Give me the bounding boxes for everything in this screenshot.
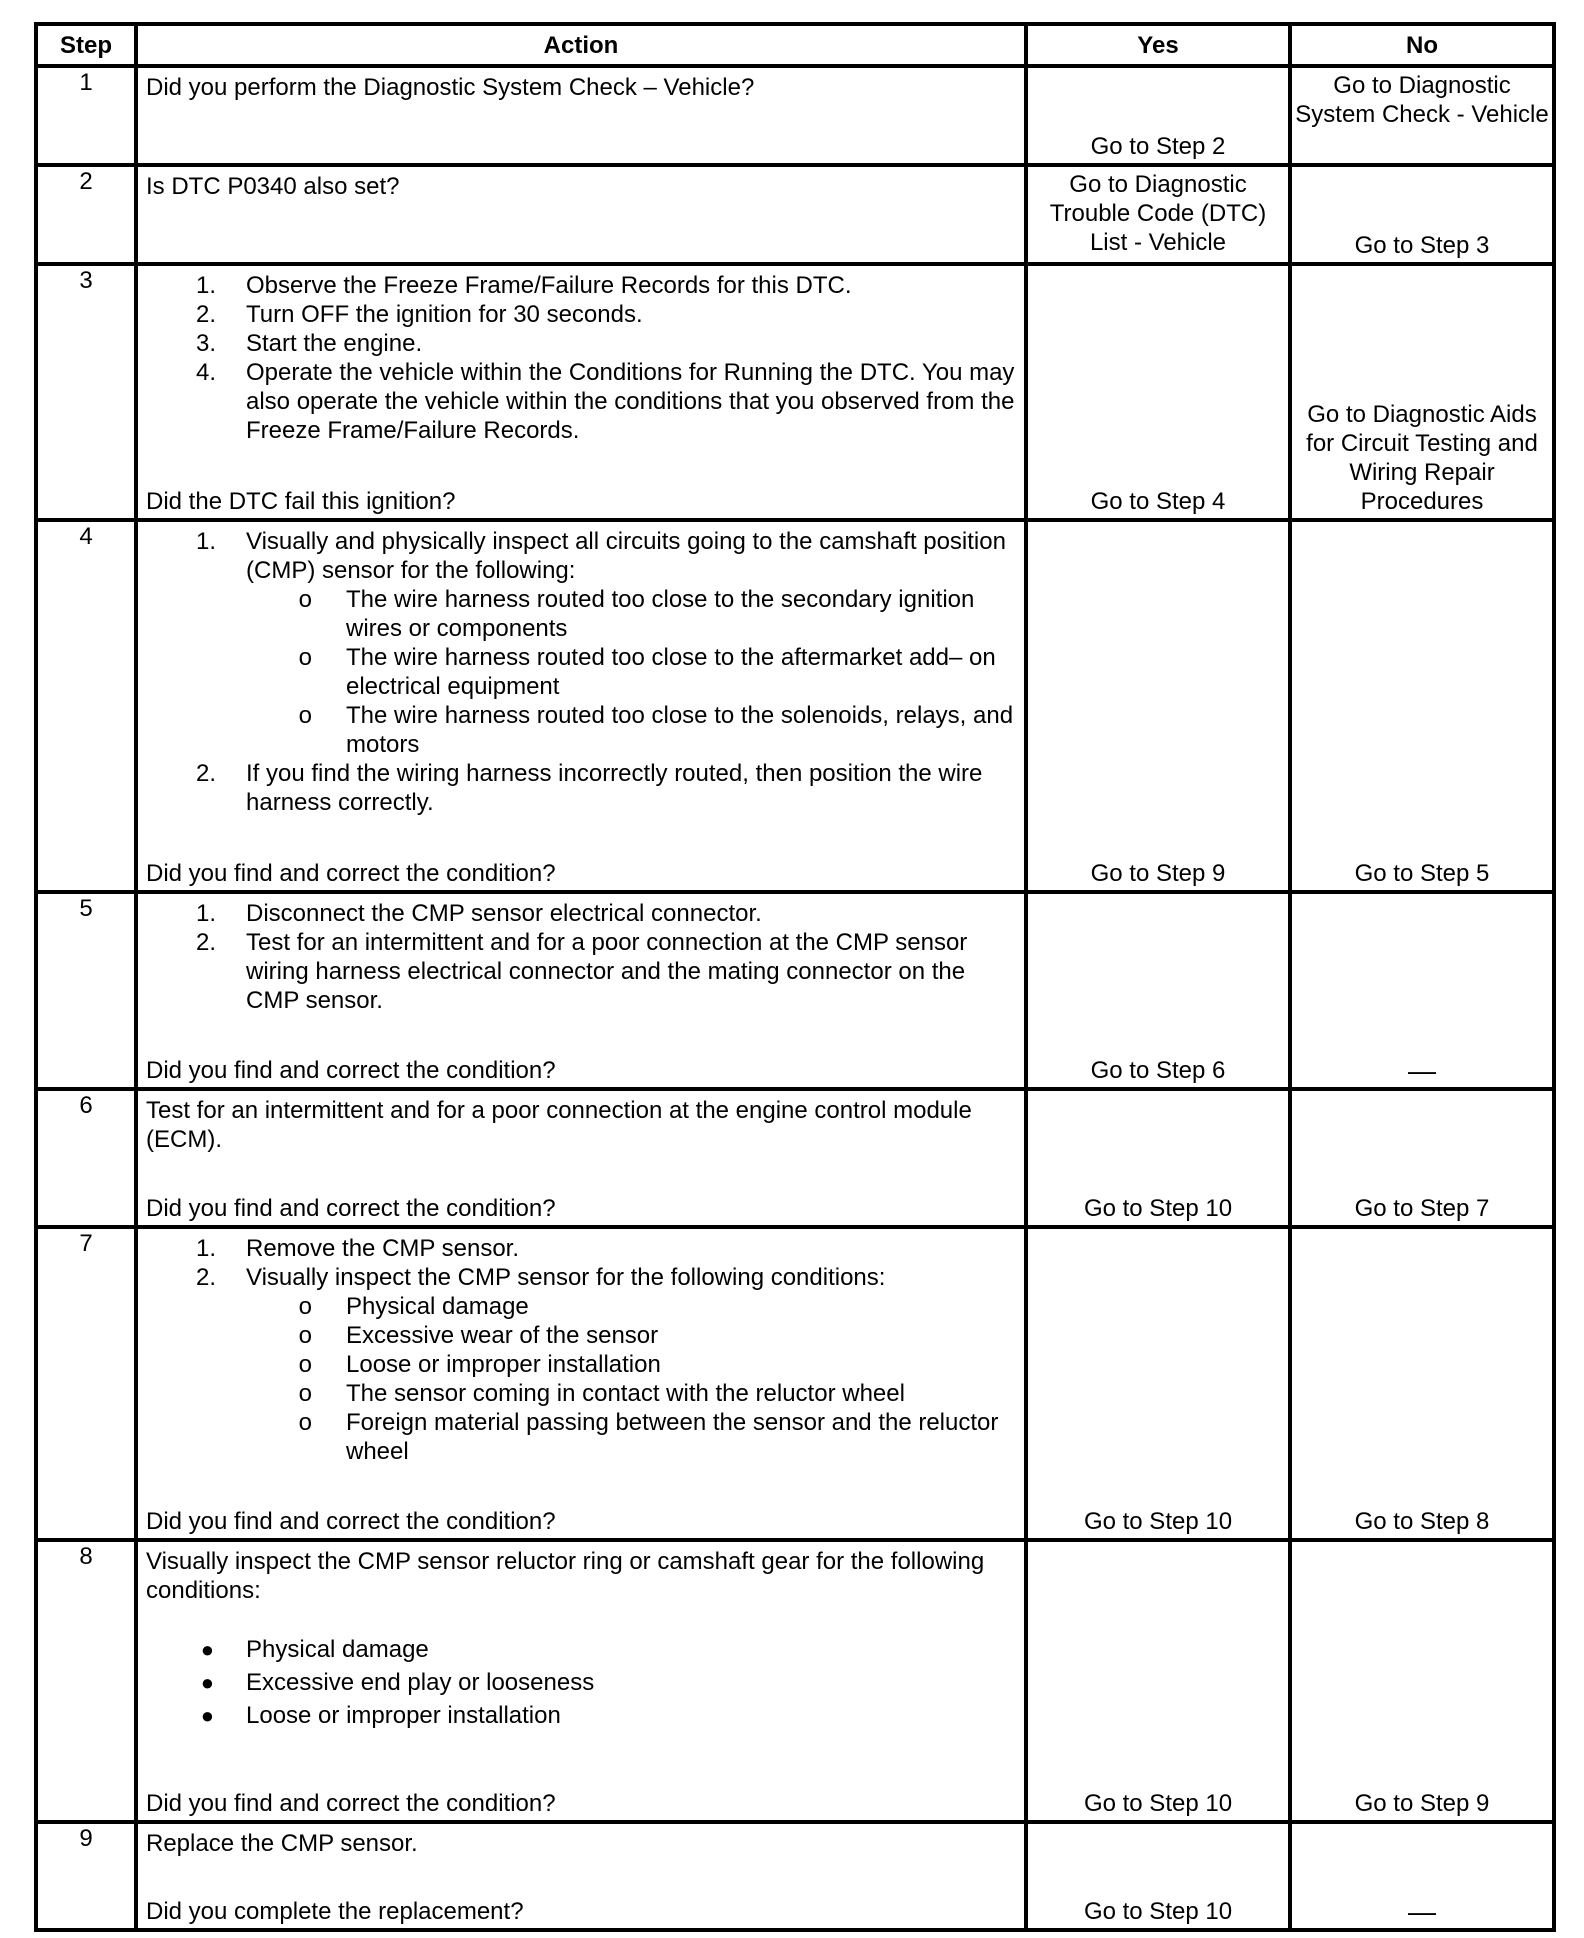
yes-result: Go to Step 4 bbox=[1090, 488, 1226, 515]
action-text: Is DTC P0340 also set? bbox=[146, 173, 400, 200]
action-cell bbox=[136, 892, 1026, 1089]
yes-content bbox=[1028, 167, 1288, 262]
action-content bbox=[138, 522, 1024, 890]
action-cell bbox=[136, 165, 1026, 264]
yes-cell bbox=[1026, 66, 1290, 165]
step-number: 4 bbox=[36, 520, 136, 892]
list-number: 2. bbox=[195, 301, 216, 328]
action-cell bbox=[136, 66, 1026, 165]
yes-content bbox=[1028, 1091, 1288, 1225]
step-number: 1 bbox=[36, 66, 136, 165]
action-text: Visually inspect the CMP sensor reluctor ring or camshaft gear for the following conditions: bbox=[146, 1548, 985, 1604]
sub-bullet-marker: o bbox=[298, 1380, 312, 1407]
no-content bbox=[1292, 167, 1552, 262]
yes-cell bbox=[1026, 1822, 1290, 1930]
action-text: Replace the CMP sensor. bbox=[146, 1830, 418, 1857]
sub-list-item bbox=[146, 701, 1018, 759]
list-item bbox=[146, 527, 1018, 585]
question-text: Did the DTC fail this ignition? bbox=[146, 488, 456, 515]
no-content bbox=[1292, 1229, 1552, 1538]
header-no: No bbox=[1290, 24, 1554, 66]
yes-cell bbox=[1026, 264, 1290, 520]
list-text-content: Start the engine. bbox=[246, 330, 423, 357]
yes-content bbox=[1028, 1229, 1288, 1538]
sub-list-text: The wire harness routed too close to the solenoids, relays, and motors bbox=[346, 702, 1014, 758]
no-result: Go to Diagnostic System Check - Vehicle bbox=[1295, 72, 1549, 128]
no-content bbox=[1292, 266, 1552, 518]
no-content bbox=[1292, 522, 1552, 890]
yes-result: Go to Step 6 bbox=[1090, 1057, 1226, 1084]
bullet-text: Physical damage bbox=[246, 1636, 429, 1663]
yes-result: Go to Step 10 bbox=[1083, 1898, 1233, 1925]
step-number: 3 bbox=[36, 264, 136, 520]
bullet-item bbox=[146, 1633, 1018, 1666]
step-number: 9 bbox=[36, 1822, 136, 1930]
sub-list-item bbox=[146, 1321, 1018, 1350]
step-number: 5 bbox=[36, 892, 136, 1089]
no-content bbox=[1292, 1091, 1552, 1225]
yes-content bbox=[1028, 522, 1288, 890]
sub-bullet-marker: o bbox=[298, 1351, 312, 1378]
sub-list-text: Foreign material passing between the sensor and the reluctor wheel bbox=[346, 1409, 999, 1465]
list-text-content: If you find the wiring harness incorrectly routed, then position the wire harness correctly. bbox=[246, 760, 983, 816]
yes-cell bbox=[1026, 1227, 1290, 1540]
bullet-marker: ● bbox=[200, 1670, 214, 1695]
list-item bbox=[146, 329, 1018, 358]
question-text: Did you find and correct the condition? bbox=[146, 1057, 556, 1084]
action-content bbox=[138, 1542, 1024, 1820]
list-item bbox=[146, 300, 1018, 329]
bullet-text: Loose or improper installation bbox=[246, 1702, 561, 1729]
bullet-marker: ● bbox=[200, 1637, 214, 1662]
yes-result: Go to Step 9 bbox=[1090, 860, 1226, 887]
question-text: Did you find and correct the condition? bbox=[146, 1790, 556, 1817]
list-text bbox=[246, 1234, 1018, 1263]
yes-result: Go to Step 10 bbox=[1083, 1195, 1233, 1222]
bullet-item bbox=[146, 1666, 1018, 1699]
bullet-item bbox=[146, 1699, 1018, 1732]
no-cell bbox=[1290, 1540, 1554, 1822]
yes-content bbox=[1028, 266, 1288, 518]
sub-list-text: The sensor coming in contact with the reluctor wheel bbox=[346, 1380, 905, 1407]
header-action: Action bbox=[136, 24, 1026, 66]
question-text: Did you find and correct the condition? bbox=[146, 1508, 556, 1535]
numbered-list bbox=[138, 1229, 1024, 1466]
sub-bullet-marker: o bbox=[298, 586, 312, 613]
sub-bullet-marker: o bbox=[298, 1293, 312, 1320]
sub-bullet-marker: o bbox=[298, 1322, 312, 1349]
yes-cell bbox=[1026, 1540, 1290, 1822]
table-row bbox=[36, 165, 1554, 264]
action-cell bbox=[136, 1540, 1026, 1822]
action-content bbox=[138, 1091, 1024, 1225]
table-row bbox=[36, 1227, 1554, 1540]
list-text bbox=[246, 899, 1018, 928]
action-content bbox=[138, 167, 1024, 262]
list-text-content: Turn OFF the ignition for 30 seconds. bbox=[246, 301, 643, 328]
action-cell bbox=[136, 520, 1026, 892]
numbered-list bbox=[138, 894, 1024, 1015]
table-row bbox=[36, 520, 1554, 892]
yes-content bbox=[1028, 1824, 1288, 1928]
question-text: Did you find and correct the condition? bbox=[146, 860, 556, 887]
table-row bbox=[36, 1822, 1554, 1930]
no-result: — bbox=[1408, 1055, 1436, 1086]
no-result: Go to Step 3 bbox=[1354, 232, 1490, 259]
list-text-content: Disconnect the CMP sensor electrical connector. bbox=[246, 900, 762, 927]
list-number: 1. bbox=[195, 900, 216, 927]
action-text: Test for an intermittent and for a poor connection at the engine control module (ECM). bbox=[146, 1097, 972, 1153]
yes-result: Go to Diagnostic Trouble Code (DTC) List - Vehicle bbox=[1049, 171, 1267, 256]
list-number: 4. bbox=[195, 359, 216, 386]
no-cell bbox=[1290, 66, 1554, 165]
step-number: 7 bbox=[36, 1227, 136, 1540]
list-text bbox=[246, 300, 1018, 329]
no-content bbox=[1292, 894, 1552, 1087]
sub-list-text: Physical damage bbox=[346, 1293, 529, 1320]
yes-cell bbox=[1026, 1089, 1290, 1227]
list-text bbox=[246, 271, 1018, 300]
list-text bbox=[246, 1263, 1018, 1292]
sub-list-item bbox=[146, 585, 1018, 643]
sub-list-item bbox=[146, 1292, 1018, 1321]
list-item bbox=[146, 899, 1018, 928]
action-text: Did you perform the Diagnostic System Check – Vehicle? bbox=[146, 74, 755, 101]
list-number: 1. bbox=[195, 528, 216, 555]
list-text bbox=[246, 358, 1018, 445]
action-cell bbox=[136, 1822, 1026, 1930]
action-cell bbox=[136, 1089, 1026, 1227]
sub-bullet-marker: o bbox=[298, 1409, 312, 1436]
no-content bbox=[1292, 1824, 1552, 1928]
action-cell bbox=[136, 264, 1026, 520]
yes-cell bbox=[1026, 165, 1290, 264]
sub-list-item bbox=[146, 1350, 1018, 1379]
action-content bbox=[138, 68, 1024, 163]
list-number: 1. bbox=[195, 1235, 216, 1262]
question-text: Did you complete the replacement? bbox=[146, 1898, 524, 1925]
numbered-list bbox=[138, 266, 1024, 445]
table-row bbox=[36, 264, 1554, 520]
bullet-text: Excessive end play or looseness bbox=[246, 1669, 595, 1696]
action-content bbox=[138, 1229, 1024, 1538]
no-result: — bbox=[1408, 1896, 1436, 1927]
no-result: Go to Step 8 bbox=[1354, 1508, 1490, 1535]
list-text bbox=[246, 928, 1018, 1015]
list-item bbox=[146, 928, 1018, 1015]
list-item bbox=[146, 1263, 1018, 1292]
list-text bbox=[246, 329, 1018, 358]
list-number: 3. bbox=[195, 330, 216, 357]
yes-result: Go to Step 10 bbox=[1083, 1508, 1233, 1535]
no-result: Go to Step 7 bbox=[1354, 1195, 1490, 1222]
no-cell bbox=[1290, 1822, 1554, 1930]
list-text-content: Visually and physically inspect all circuits going to the camshaft position (CMP) sensor for the following: bbox=[246, 528, 1006, 584]
yes-result: Go to Step 2 bbox=[1090, 133, 1226, 160]
yes-cell bbox=[1026, 520, 1290, 892]
diagnostic-table bbox=[34, 22, 1556, 1932]
list-item bbox=[146, 358, 1018, 445]
yes-result: Go to Step 10 bbox=[1083, 1790, 1233, 1817]
numbered-list bbox=[138, 522, 1024, 817]
list-number: 2. bbox=[195, 1264, 216, 1291]
no-content bbox=[1292, 68, 1552, 163]
table-row bbox=[36, 1089, 1554, 1227]
list-text-content: Remove the CMP sensor. bbox=[246, 1235, 520, 1262]
sub-list-text: Excessive wear of the sensor bbox=[346, 1322, 659, 1349]
list-item bbox=[146, 759, 1018, 817]
yes-content bbox=[1028, 1542, 1288, 1820]
list-number: 2. bbox=[195, 760, 216, 787]
sub-list-text: Loose or improper installation bbox=[346, 1351, 661, 1378]
no-cell bbox=[1290, 264, 1554, 520]
list-number: 2. bbox=[195, 929, 216, 956]
no-content bbox=[1292, 1542, 1552, 1820]
sub-bullet-marker: o bbox=[298, 644, 312, 671]
header-step: Step bbox=[36, 24, 136, 66]
no-cell bbox=[1290, 892, 1554, 1089]
step-number: 8 bbox=[36, 1540, 136, 1822]
step-number: 6 bbox=[36, 1089, 136, 1227]
list-text-content: Operate the vehicle within the Conditions for Running the DTC. You may also operate the vehicle within the conditions that you observed from the Freeze Frame/Failure Records. bbox=[246, 359, 1015, 444]
sub-list-text: The wire harness routed too close to the aftermarket add– on electrical equipment bbox=[346, 644, 996, 700]
list-text-content: Test for an intermittent and for a poor connection at the CMP sensor wiring harness electrical connector and the mating connector on the CMP sensor. bbox=[246, 929, 968, 1014]
action-content bbox=[138, 1824, 1024, 1928]
header-row bbox=[36, 24, 1554, 66]
table-row bbox=[36, 1540, 1554, 1822]
bullet-marker: ● bbox=[200, 1703, 214, 1728]
action-cell bbox=[136, 1227, 1026, 1540]
no-result: Go to Step 5 bbox=[1354, 860, 1490, 887]
yes-cell bbox=[1026, 892, 1290, 1089]
list-text bbox=[246, 527, 1018, 585]
sub-list-item bbox=[146, 643, 1018, 701]
action-content bbox=[138, 894, 1024, 1087]
sub-list-item bbox=[146, 1408, 1018, 1466]
sub-list-text: The wire harness routed too close to the secondary ignition wires or components bbox=[346, 586, 975, 642]
list-item bbox=[146, 1234, 1018, 1263]
step-number: 2 bbox=[36, 165, 136, 264]
no-cell bbox=[1290, 1089, 1554, 1227]
yes-content bbox=[1028, 68, 1288, 163]
no-cell bbox=[1290, 520, 1554, 892]
question-text: Did you find and correct the condition? bbox=[146, 1195, 556, 1222]
sub-bullet-marker: o bbox=[298, 702, 312, 729]
list-text-content: Visually inspect the CMP sensor for the following conditions: bbox=[246, 1264, 886, 1291]
list-text bbox=[246, 759, 1018, 817]
no-result: Go to Diagnostic Aids for Circuit Testing and Wiring Repair Procedures bbox=[1306, 401, 1538, 515]
table-row bbox=[36, 66, 1554, 165]
no-cell bbox=[1290, 1227, 1554, 1540]
no-result: Go to Step 9 bbox=[1354, 1790, 1490, 1817]
list-number: 1. bbox=[195, 272, 216, 299]
yes-content bbox=[1028, 894, 1288, 1087]
action-content bbox=[138, 266, 1024, 518]
bullet-list bbox=[138, 1605, 1024, 1732]
header-yes: Yes bbox=[1026, 24, 1290, 66]
sub-list-item bbox=[146, 1379, 1018, 1408]
list-text-content: Observe the Freeze Frame/Failure Records for this DTC. bbox=[246, 272, 852, 299]
list-item bbox=[146, 271, 1018, 300]
no-cell bbox=[1290, 165, 1554, 264]
table-row bbox=[36, 892, 1554, 1089]
